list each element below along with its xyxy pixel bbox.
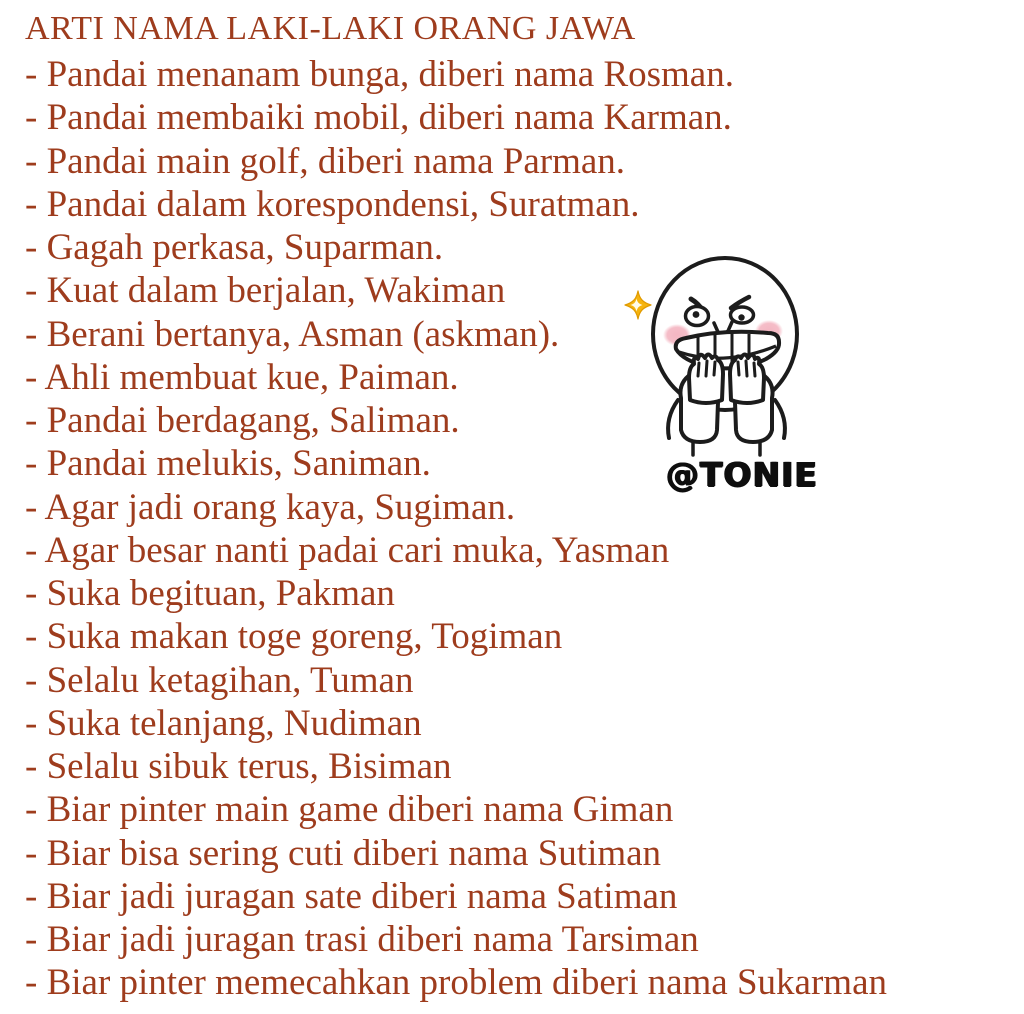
list-item: - Berani bertanya, Asman (askman). [25, 313, 560, 355]
list-item: - Pandai main golf, diberi nama Parman. [25, 140, 626, 182]
list-item: - Biar jadi juragan trasi diberi nama Tarsiman [25, 919, 699, 960]
list-item: - Biar pinter main game diberi nama Giman [25, 789, 674, 831]
list-item: - Ahli membuat kue, Paiman. [25, 356, 459, 398]
list-item: - Selalu sibuk terus, Bisiman [25, 746, 452, 787]
list-item: - Agar jadi orang kaya, Sugiman. [25, 486, 516, 528]
list-item: - Agar besar nanti padai cari muka, Yasman [25, 529, 670, 571]
page-title: ARTI NAMA LAKI-LAKI ORANG JAWA [25, 10, 636, 47]
grinning-moon-sticker [612, 248, 828, 506]
name-list [25, 53, 887, 1005]
list-item: - Biar jadi juragan sate diberi nama Satiman [25, 875, 678, 917]
sparkle-icon [625, 291, 651, 319]
list-item: - Biar bisa sering cuti diberi nama Sutiman [25, 832, 662, 874]
list-item: - Pandai menanam bunga, diberi nama Rosman. [25, 54, 734, 95]
list-item: - Pandai dalam korespondensi, Suratman. [25, 183, 640, 225]
sticker-drawing [612, 248, 828, 460]
list-item: - Kuat dalam berjalan, Wakiman [25, 270, 506, 312]
list-item: - Selalu ketagihan, Tuman [25, 659, 414, 701]
list-item: - Biar pinter memecahkan problem diberi nama Sukarman [25, 962, 888, 1004]
list-item: - Gagah perkasa, Suparman. [25, 227, 444, 268]
list-item: - Suka begituan, Pakman [25, 573, 395, 614]
sticker-credit: @TONIE [666, 455, 819, 494]
list-item: - Pandai membaiki mobil, diberi nama Karman. [25, 97, 732, 139]
list-item: - Pandai melukis, Saniman. [25, 443, 431, 485]
moon-face [653, 258, 797, 410]
list-item: - Suka telanjang, Nudiman [25, 702, 422, 744]
list-item: - Suka makan toge goreng, Togiman [25, 616, 563, 658]
list-item: - Pandai berdagang, Saliman. [25, 400, 460, 441]
